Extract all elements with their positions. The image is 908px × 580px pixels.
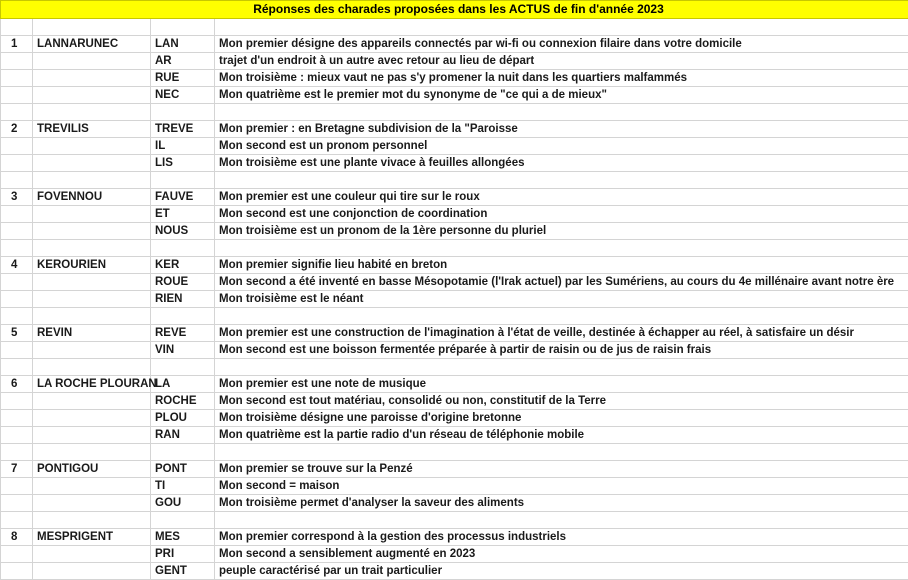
cell[interactable] [215, 444, 908, 461]
charade-number-cell[interactable] [1, 206, 33, 223]
charade-number-cell[interactable] [1, 87, 33, 104]
table-row [1, 87, 908, 104]
charade-clue-cell[interactable]: Mon premier est une construction de l'imagination à l'état de veille, destinée à échapper au réel, à satisfaire un désir [215, 325, 908, 342]
charade-clue-cell[interactable]: Mon premier est une note de musique [215, 376, 908, 393]
charade-answer-cell[interactable] [33, 546, 151, 563]
cell[interactable] [1, 512, 33, 529]
table-row [1, 427, 908, 444]
charade-number-cell[interactable]: 2 [1, 121, 33, 138]
charade-answer-cell[interactable] [33, 342, 151, 359]
cell[interactable] [151, 240, 215, 257]
cell[interactable] [151, 359, 215, 376]
table-row [1, 325, 908, 342]
cell[interactable] [215, 19, 908, 36]
table-row [1, 189, 908, 206]
cell[interactable] [1, 444, 33, 461]
table-row [1, 529, 908, 546]
charade-clue-cell[interactable]: peuple caractérisé par un trait particulier [215, 563, 908, 580]
charade-clue-cell[interactable]: Mon premier se trouve sur la Penzé [215, 461, 908, 478]
cell[interactable] [1, 104, 33, 121]
charade-clue-cell[interactable]: Mon second = maison [215, 478, 908, 495]
charade-clue-cell[interactable]: Mon quatrième est la partie radio d'un réseau de téléphonie mobile [215, 427, 908, 444]
cell[interactable] [1, 308, 33, 325]
table-row [1, 70, 908, 87]
cell[interactable] [215, 172, 908, 189]
charade-clue-cell[interactable]: Mon troisième désigne une paroisse d'origine bretonne [215, 410, 908, 427]
charade-part-cell[interactable]: ET [151, 206, 215, 223]
charade-part-cell[interactable]: RUE [151, 70, 215, 87]
charade-number-cell[interactable]: 4 [1, 257, 33, 274]
table-row [1, 478, 908, 495]
charade-part-cell[interactable]: GENT [151, 563, 215, 580]
empty-row [1, 172, 908, 189]
charade-number-cell[interactable]: 8 [1, 529, 33, 546]
charade-clue-cell[interactable]: Mon second a sensiblement augmenté en 2023 [215, 546, 908, 563]
charade-number-cell[interactable] [1, 155, 33, 172]
charade-part-cell[interactable]: IL [151, 138, 215, 155]
charade-answer-cell[interactable] [33, 87, 151, 104]
charade-number-cell[interactable]: 5 [1, 325, 33, 342]
charade-clue-cell[interactable]: Mon troisième permet d'analyser la saveur des aliments [215, 495, 908, 512]
charade-clue-cell[interactable]: Mon second est une conjonction de coordination [215, 206, 908, 223]
empty-row [1, 19, 908, 36]
charade-answer-cell[interactable] [33, 155, 151, 172]
charade-part-cell[interactable]: KER [151, 257, 215, 274]
charade-part-cell[interactable]: TI [151, 478, 215, 495]
charade-part-cell[interactable]: RAN [151, 427, 215, 444]
cell[interactable] [215, 359, 908, 376]
cell[interactable] [33, 512, 151, 529]
charade-part-cell[interactable]: NOUS [151, 223, 215, 240]
cell[interactable] [151, 308, 215, 325]
empty-row [1, 104, 908, 121]
charade-answer-cell[interactable] [33, 410, 151, 427]
charade-number-cell[interactable] [1, 495, 33, 512]
cell[interactable] [33, 172, 151, 189]
cell[interactable] [151, 444, 215, 461]
charade-clue-cell[interactable]: Mon troisième est le néant [215, 291, 908, 308]
charade-number-cell[interactable]: 7 [1, 461, 33, 478]
charade-part-cell[interactable]: FAUVE [151, 189, 215, 206]
charade-answer-cell[interactable] [33, 70, 151, 87]
charade-part-cell[interactable]: TREVE [151, 121, 215, 138]
cell[interactable] [1, 172, 33, 189]
charade-clue-cell[interactable]: Mon premier : en Bretagne subdivision de la "Paroisse [215, 121, 908, 138]
charade-part-cell[interactable]: LIS [151, 155, 215, 172]
charade-answer-cell[interactable]: TREVILIS [33, 121, 151, 138]
cell[interactable] [151, 172, 215, 189]
charade-part-cell[interactable]: AR [151, 53, 215, 70]
cell[interactable] [33, 359, 151, 376]
cell[interactable] [33, 240, 151, 257]
charade-answer-cell[interactable] [33, 53, 151, 70]
charade-clue-cell[interactable]: Mon premier signifie lieu habité en breton [215, 257, 908, 274]
empty-row [1, 240, 908, 257]
table-row [1, 291, 908, 308]
cell[interactable] [33, 308, 151, 325]
charade-number-cell[interactable] [1, 478, 33, 495]
charade-answer-cell[interactable] [33, 427, 151, 444]
charade-part-cell[interactable]: ROUE [151, 274, 215, 291]
charade-part-cell[interactable]: PLOU [151, 410, 215, 427]
charade-number-cell[interactable]: 1 [1, 36, 33, 53]
table-row [1, 461, 908, 478]
charade-number-cell[interactable] [1, 342, 33, 359]
charade-number-cell[interactable] [1, 291, 33, 308]
cell[interactable] [33, 19, 151, 36]
table-row [1, 410, 908, 427]
cell[interactable] [1, 359, 33, 376]
table-row [1, 121, 908, 138]
charade-part-cell[interactable]: GOU [151, 495, 215, 512]
cell[interactable] [215, 512, 908, 529]
table-row [1, 376, 908, 393]
cell[interactable] [151, 19, 215, 36]
charade-number-cell[interactable]: 6 [1, 376, 33, 393]
charade-clue-cell[interactable]: Mon second est un pronom personnel [215, 138, 908, 155]
charade-number-cell[interactable] [1, 546, 33, 563]
charade-part-cell[interactable]: NEC [151, 87, 215, 104]
charade-part-cell[interactable]: ROCHE [151, 393, 215, 410]
charade-clue-cell[interactable]: Mon quatrième est le premier mot du synonyme de "ce qui a de mieux" [215, 87, 908, 104]
charade-number-cell[interactable] [1, 70, 33, 87]
table-row [1, 155, 908, 172]
charade-answer-cell[interactable]: LANNARUNEC [33, 36, 151, 53]
charade-clue-cell[interactable]: Mon troisième est un pronom de la 1ère personne du pluriel [215, 223, 908, 240]
charade-answer-cell[interactable] [33, 478, 151, 495]
charade-number-cell[interactable] [1, 53, 33, 70]
charade-answer-cell[interactable] [33, 495, 151, 512]
cell[interactable] [215, 308, 908, 325]
charade-clue-cell[interactable]: Mon second est tout matériau, consolidé ou non, constitutif de la Terre [215, 393, 908, 410]
empty-row [1, 308, 908, 325]
charade-part-cell[interactable]: MES [151, 529, 215, 546]
charade-part-cell[interactable]: LAN [151, 36, 215, 53]
charade-part-cell[interactable]: LA [151, 376, 215, 393]
table-row [1, 393, 908, 410]
empty-row [1, 359, 908, 376]
charade-clue-cell[interactable]: Mon premier est une couleur qui tire sur le roux [215, 189, 908, 206]
charade-clue-cell[interactable]: Mon troisième est une plante vivace à feuilles allongées [215, 155, 908, 172]
charade-number-cell[interactable]: 3 [1, 189, 33, 206]
charade-answer-cell[interactable] [33, 291, 151, 308]
table-row [1, 274, 908, 291]
table-row [1, 36, 908, 53]
charade-clue-cell[interactable]: trajet d'un endroit à un autre avec retour au lieu de départ [215, 53, 908, 70]
table-row [1, 546, 908, 563]
charade-answer-cell[interactable]: KEROURIEN [33, 257, 151, 274]
table-row [1, 257, 908, 274]
charade-answer-cell[interactable] [33, 223, 151, 240]
cell[interactable] [151, 104, 215, 121]
table-row [1, 206, 908, 223]
charade-clue-cell[interactable]: Mon premier correspond à la gestion des processus industriels [215, 529, 908, 546]
charade-clue-cell[interactable]: Mon premier désigne des appareils connectés par wi-fi ou connexion filaire dans votre domicile [215, 36, 908, 53]
cell[interactable] [33, 104, 151, 121]
charade-part-cell[interactable]: REVE [151, 325, 215, 342]
empty-row [1, 512, 908, 529]
charade-answer-cell[interactable]: MESPRIGENT [33, 529, 151, 546]
cell[interactable] [33, 444, 151, 461]
charade-answer-cell[interactable]: LA ROCHE PLOURAN [33, 376, 151, 393]
cell[interactable] [1, 19, 33, 36]
table-row [1, 495, 908, 512]
cell[interactable] [1, 240, 33, 257]
table-row [1, 53, 908, 70]
charade-clue-cell[interactable]: Mon second a été inventé en basse Mésopotamie (l'Irak actuel) par les Sumériens, au cours du 4e millénaire avant notre ère [215, 274, 908, 291]
charade-part-cell[interactable]: PRI [151, 546, 215, 563]
sheet-title[interactable]: Réponses des charades proposées dans les ACTUS de fin d'année 2023 [1, 1, 908, 19]
charade-answer-cell[interactable]: REVIN [33, 325, 151, 342]
cell[interactable] [151, 512, 215, 529]
title-row [1, 1, 908, 19]
charade-answer-cell[interactable] [33, 274, 151, 291]
cell[interactable] [215, 104, 908, 121]
charade-clue-cell[interactable]: Mon troisième : mieux vaut ne pas s'y promener la nuit dans les quartiers malfammés [215, 70, 908, 87]
charade-number-cell[interactable] [1, 393, 33, 410]
charade-number-cell[interactable] [1, 427, 33, 444]
charade-number-cell[interactable] [1, 138, 33, 155]
charade-part-cell[interactable]: PONT [151, 461, 215, 478]
empty-row [1, 444, 908, 461]
charade-number-cell[interactable] [1, 274, 33, 291]
charade-number-cell[interactable] [1, 223, 33, 240]
table-row [1, 342, 908, 359]
charade-answer-cell[interactable] [33, 393, 151, 410]
charade-clue-cell[interactable]: Mon second est une boisson fermentée préparée à partir de raisin ou de jus de raisin frais [215, 342, 908, 359]
charade-answer-cell[interactable]: PONTIGOU [33, 461, 151, 478]
charade-answer-cell[interactable] [33, 138, 151, 155]
charade-answer-cell[interactable] [33, 206, 151, 223]
table-row [1, 223, 908, 240]
charade-number-cell[interactable] [1, 410, 33, 427]
cell[interactable] [215, 240, 908, 257]
charade-answer-cell[interactable]: FOVENNOU [33, 189, 151, 206]
charade-part-cell[interactable]: RIEN [151, 291, 215, 308]
table-row [1, 138, 908, 155]
charade-part-cell[interactable]: VIN [151, 342, 215, 359]
